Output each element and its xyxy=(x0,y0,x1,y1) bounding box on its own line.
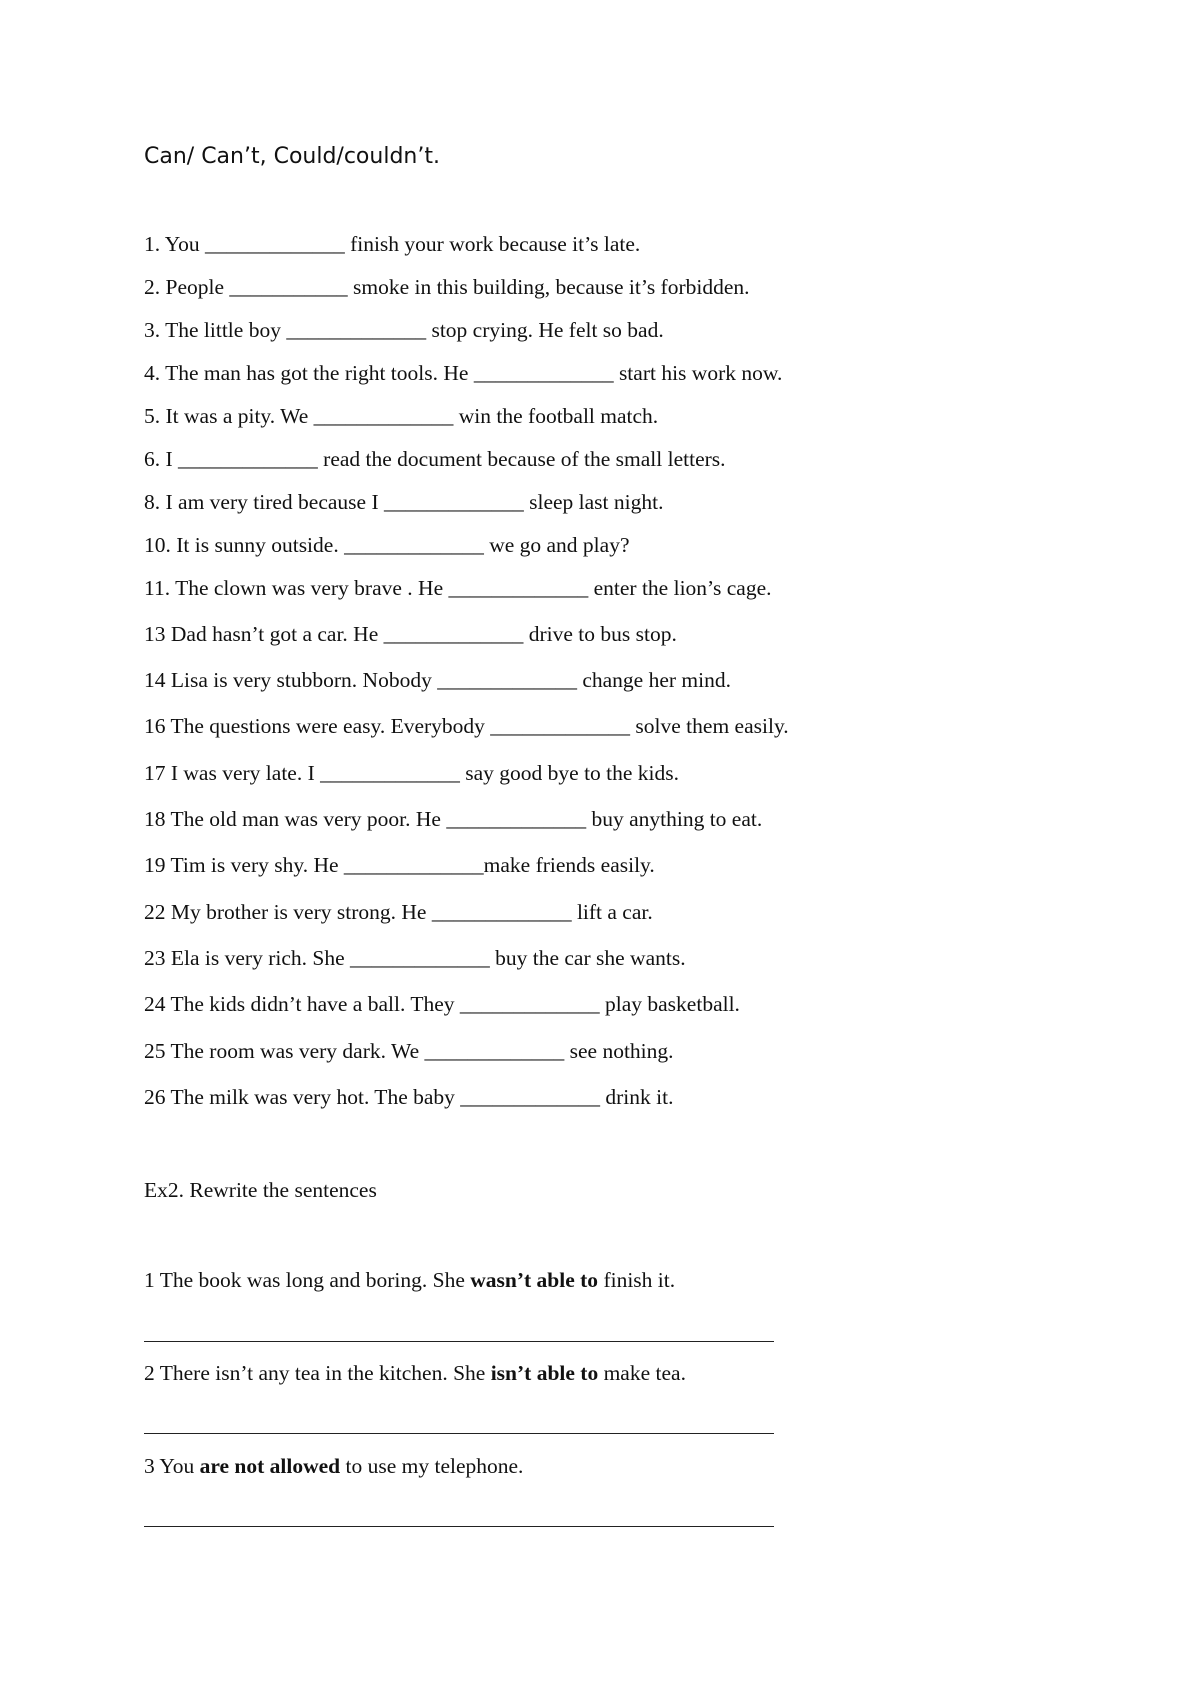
exercise-1-item: 19 Tim is very shy. He _____________make friends easily. xyxy=(144,853,655,877)
exercise-1-item: 10. It is sunny outside. _____________ we go and play? xyxy=(144,533,630,557)
exercise-1-item: 22 My brother is very strong. He _____________ lift a car. xyxy=(144,900,653,924)
exercise-1-item: 3. The little boy _____________ stop crying. He felt so bad. xyxy=(144,318,664,342)
answer-line[interactable] xyxy=(144,1341,774,1342)
item-text-after: to use my telephone. xyxy=(340,1454,524,1478)
exercise-1-item: 26 The milk was very hot. The baby _____________ drink it. xyxy=(144,1085,674,1109)
exercise-1-item: 11. The clown was very brave . He _____________ enter the lion’s cage. xyxy=(144,576,772,600)
exercise-1-item: 16 The questions were easy. Everybody _____________ solve them easily. xyxy=(144,714,789,738)
exercise-2-item xyxy=(144,1363,686,1385)
item-text-bold: wasn’t able to xyxy=(470,1268,599,1292)
item-text-before: 2 There isn’t any tea in the kitchen. She xyxy=(144,1361,491,1385)
exercise-1-item: 17 I was very late. I _____________ say good bye to the kids. xyxy=(144,761,680,785)
item-text-bold: isn’t able to xyxy=(490,1361,599,1385)
exercise-1-item: 1. You _____________ finish your work because it’s late. xyxy=(144,232,641,256)
exercise-1-item: 14 Lisa is very stubborn. Nobody _____________ change her mind. xyxy=(144,668,731,692)
exercise-1-item: 5. It was a pity. We _____________ win the football match. xyxy=(144,404,659,428)
exercise-1-item: 4. The man has got the right tools. He _____________ start his work now. xyxy=(144,361,783,385)
exercise-1-item: 13 Dad hasn’t got a car. He _____________ drive to bus stop. xyxy=(144,622,677,646)
exercise-1-item: 23 Ela is very rich. She _____________ buy the car she wants. xyxy=(144,946,686,970)
page-title: Can/ Can’t, Could/couldn’t. xyxy=(144,144,440,169)
exercise-1-item: 6. I _____________ read the document because of the small letters. xyxy=(144,447,726,471)
exercise-2-heading: Ex2. Rewrite the sentences xyxy=(144,1178,377,1202)
exercise-2-item xyxy=(144,1456,523,1478)
item-text-after: make tea. xyxy=(598,1361,686,1385)
exercise-1-item: 25 The room was very dark. We _____________ see nothing. xyxy=(144,1039,674,1063)
exercise-2-item xyxy=(144,1270,675,1292)
answer-line[interactable] xyxy=(144,1433,774,1434)
exercise-1-item: 18 The old man was very poor. He _____________ buy anything to eat. xyxy=(144,807,763,831)
exercise-1-item: 24 The kids didn’t have a ball. They _____________ play basketball. xyxy=(144,992,740,1016)
item-text-before: 3 You xyxy=(144,1454,200,1478)
answer-line[interactable] xyxy=(144,1526,774,1527)
exercise-1-item: 8. I am very tired because I _____________ sleep last night. xyxy=(144,490,664,514)
item-text-before: 1 The book was long and boring. She xyxy=(144,1268,471,1292)
exercise-1-item: 2. People ___________ smoke in this building, because it’s forbidden. xyxy=(144,275,750,299)
item-text-bold: are not allowed xyxy=(199,1454,341,1478)
item-text-after: finish it. xyxy=(598,1268,676,1292)
